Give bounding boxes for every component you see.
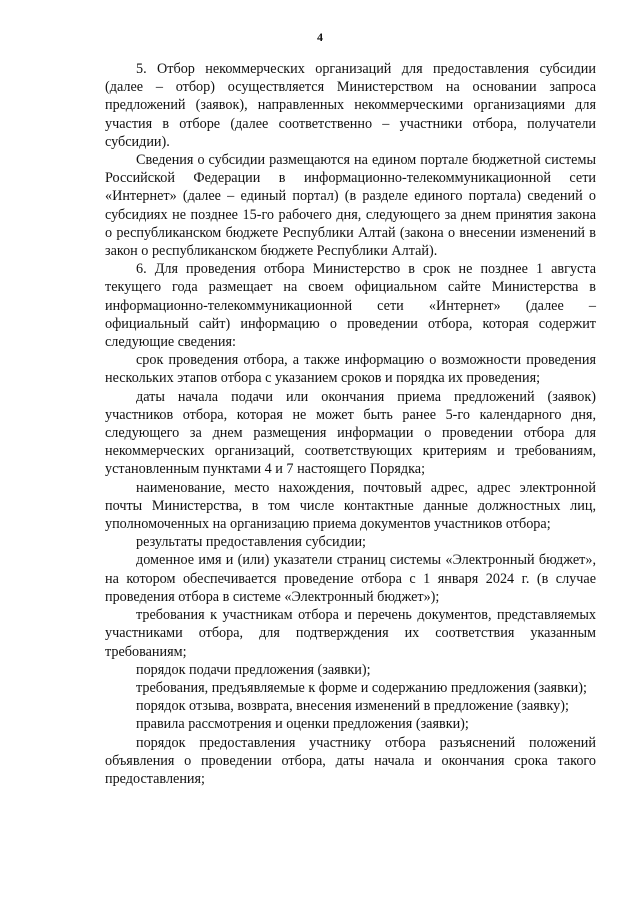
- list-item-review-rules: правила рассмотрения и оценки предложения (заявки);: [136, 716, 469, 733]
- list-item-application-dates: даты начала подачи или окончания приема предложений (заявок) участников отбора, которая не может быть ранее 5-го календарного дня, следующего за днем размещения информации о проведении отбора для некоммерческих организаций, соответствующих критериям и требованиям, установленным пунктами 4 и 7 настоящего Порядка;: [105, 388, 596, 478]
- list-item-submission-procedure: порядок подачи предложения (заявки);: [136, 661, 371, 678]
- list-item-withdrawal-procedure: порядок отзыва, возврата, внесения изменений в предложение (заявку);: [136, 698, 569, 715]
- list-item-domain-name: доменное имя и (или) указатели страниц системы «Электронный бюджет», на котором обеспечивается проведение отбора с 1 января 2024 г. (в случае проведения отбора в системе «Электронный бюджет»);: [105, 552, 596, 605]
- paragraph-item-5-selection: 5. Отбор некоммерческих организаций для предоставления субсидии (далее – отбор) осуществляется Министерством на основании запроса предложений (заявок), направленных некоммерческими организациями для участия в отборе (далее соответственно – участники отбора, получатели субсидии).: [105, 61, 596, 150]
- list-item-selection-period: срок проведения отбора, а также информацию о возможности проведения нескольких этапов отбора с указанием сроков и порядка их проведения;: [105, 352, 596, 387]
- list-item-clarification-procedure: порядок предоставления участнику отбора разъяснений положений объявления о проведении отбора, даты начала и окончания срока такого предоставления;: [105, 734, 596, 787]
- list-item-ministry-contacts: наименование, место нахождения, почтовый адрес, адрес электронной почты Министерства, в том числе контактные данные должностных лиц, уполномоченных на организацию приема документов участников отбора;: [105, 479, 596, 533]
- page-number: 4: [317, 30, 323, 44]
- paragraph-item-6-announcement: 6. Для проведения отбора Министерство в срок не позднее 1 августа текущего года размещает на своем официальном сайте Министерства в информационно-телекоммуникационной сети «Интернет» (далее – официальный сайт) информацию о проведении отбора, которая содержит следующие сведения:: [105, 261, 596, 351]
- list-item-form-requirements: требования, предъявляемые к форме и содержанию предложения (заявки);: [136, 679, 587, 696]
- list-item-subsidy-results: результаты предоставления субсидии;: [136, 534, 366, 551]
- paragraph-subsidy-info-portal: Сведения о субсидии размещаются на едином портале бюджетной системы Российской Федерации в информационно-телекоммуникационной сети «Интернет» (далее – единый портал) (в разделе единого портала) сведений о субсидиях не позднее 15-го рабочего дня, следующего за днем принятия закона о республиканском бюджете Республики Алтай (закона о внесении изменений в закон о республиканском бюджете Республики Алтай).: [105, 152, 596, 260]
- list-item-participant-requirements: требования к участникам отбора и перечень документов, представляемых участниками отбора, для подтверждения их соответствия указанным требованиям;: [105, 607, 596, 660]
- document-body: [105, 60, 596, 788]
